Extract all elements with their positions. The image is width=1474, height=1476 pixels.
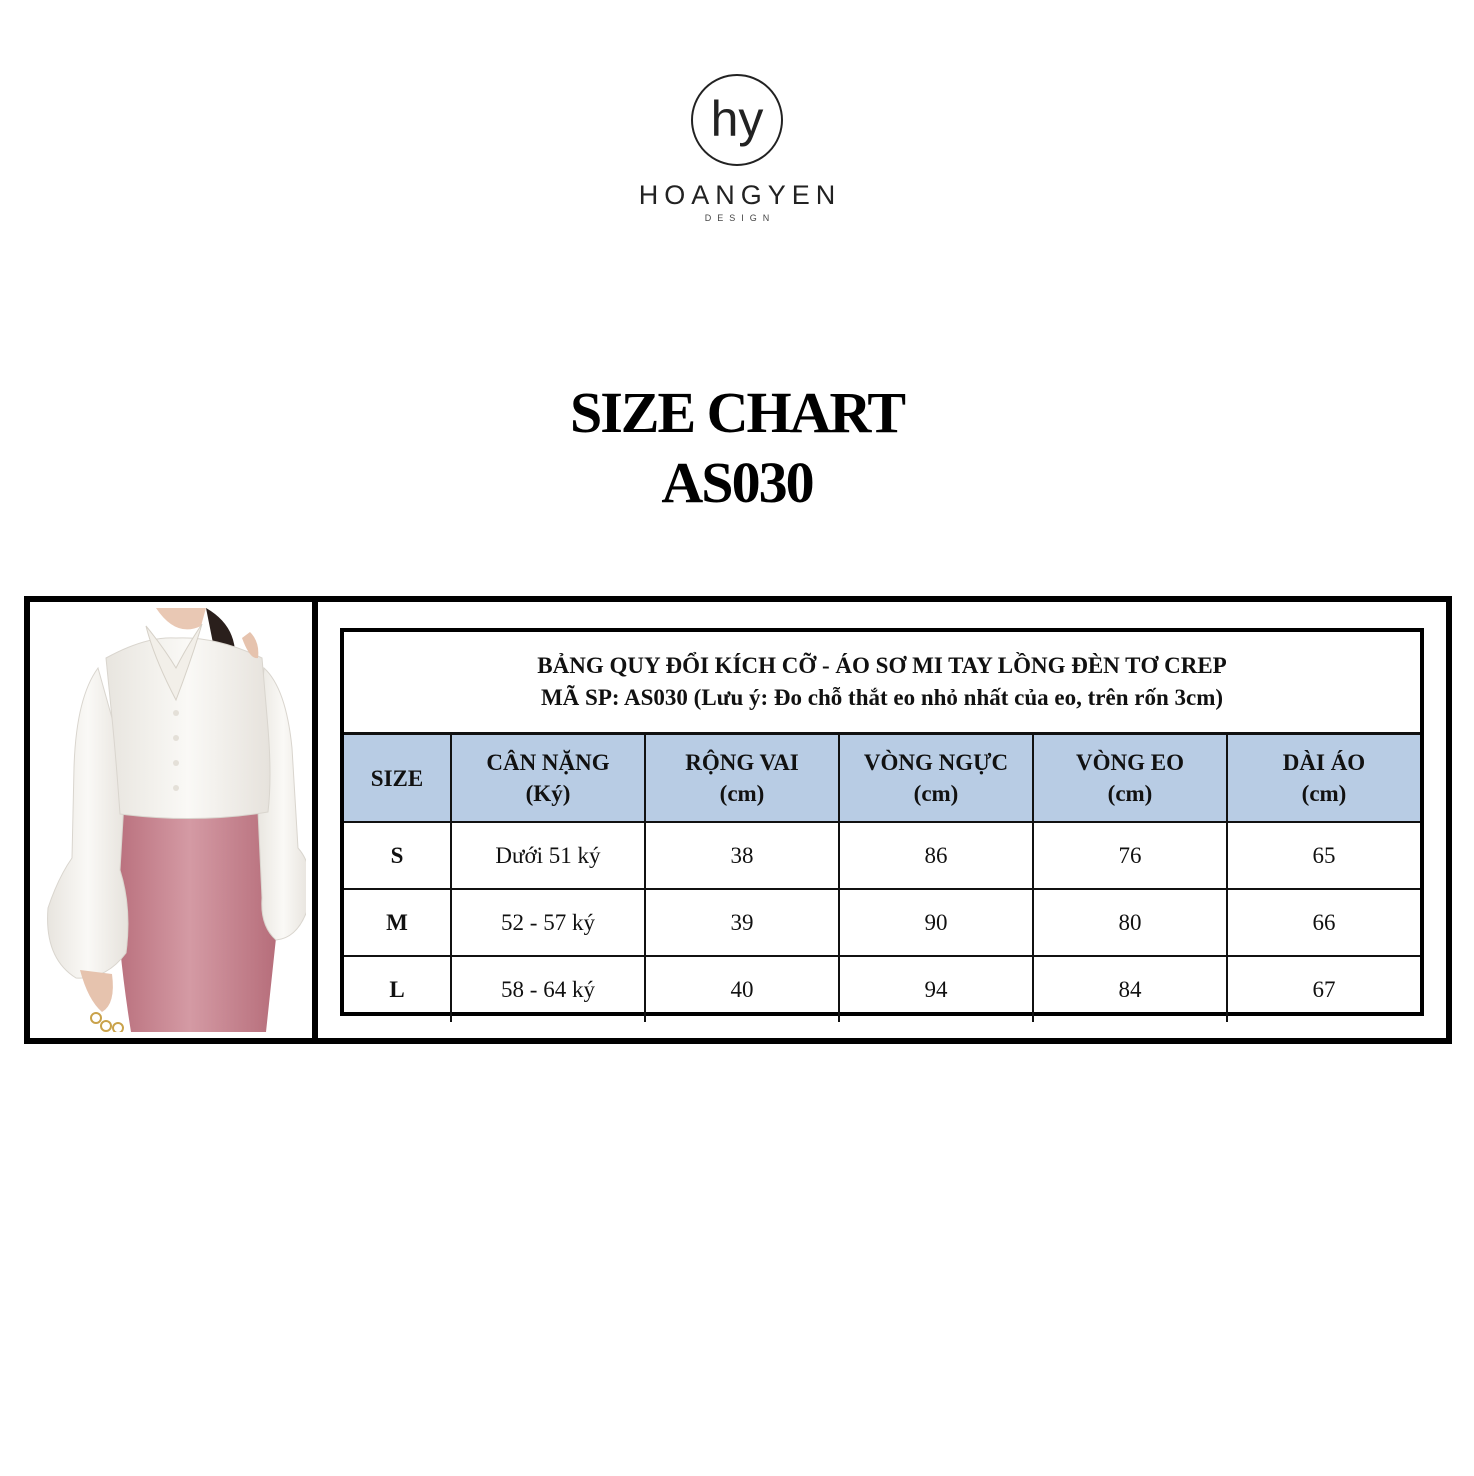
table-row bbox=[344, 822, 1420, 889]
brand-logo bbox=[0, 72, 1474, 223]
product-photo bbox=[36, 608, 306, 1032]
size-cell: L bbox=[344, 956, 451, 1022]
waist-cell: 80 bbox=[1033, 889, 1227, 956]
weight-cell: 58 - 64 ký bbox=[451, 956, 645, 1022]
shoulder-cell: 39 bbox=[645, 889, 839, 956]
bust-cell: 94 bbox=[839, 956, 1033, 1022]
table-heading-line-2: MÃ SP: AS030 (Lưu ý: Đo chỗ thắt eo nhỏ nhất của eo, trên rốn 3cm) bbox=[540, 685, 1224, 710]
shoulder-cell: 40 bbox=[645, 956, 839, 1022]
brand-sub: DESIGN bbox=[704, 213, 776, 223]
waist-cell: 84 bbox=[1033, 956, 1227, 1022]
length-cell: 66 bbox=[1227, 889, 1420, 956]
weight-cell: Dưới 51 ký bbox=[451, 822, 645, 889]
col-header-weight: CÂN NẶNG (Ký) bbox=[451, 734, 645, 823]
table-heading bbox=[344, 632, 1420, 732]
title-line-2: AS030 bbox=[661, 450, 813, 515]
col-header-waist: VÒNG EO (cm) bbox=[1033, 734, 1227, 823]
bust-cell: 86 bbox=[839, 822, 1033, 889]
monogram-text: hy bbox=[710, 91, 764, 147]
col-header-shoulder: RỘNG VAI (cm) bbox=[645, 734, 839, 823]
waist-cell: 76 bbox=[1033, 822, 1227, 889]
length-cell: 65 bbox=[1227, 822, 1420, 889]
bust-cell: 90 bbox=[839, 889, 1033, 956]
model-illustration bbox=[36, 608, 306, 1032]
table-header-row bbox=[344, 734, 1420, 823]
title-line-1: SIZE CHART bbox=[569, 380, 905, 445]
weight-cell: 52 - 57 ký bbox=[451, 889, 645, 956]
size-chart-frame bbox=[24, 596, 1452, 1044]
size-cell: M bbox=[344, 889, 451, 956]
col-header-bust: VÒNG NGỰC (cm) bbox=[839, 734, 1033, 823]
monogram-icon bbox=[689, 72, 785, 168]
table-row bbox=[344, 889, 1420, 956]
col-header-size: SIZE bbox=[344, 734, 451, 823]
col-header-length: DÀI ÁO (cm) bbox=[1227, 734, 1420, 823]
size-table bbox=[344, 732, 1420, 1022]
length-cell: 67 bbox=[1227, 956, 1420, 1022]
size-cell: S bbox=[344, 822, 451, 889]
table-row bbox=[344, 956, 1420, 1022]
page-title bbox=[0, 378, 1474, 518]
size-table-container bbox=[340, 628, 1424, 1016]
shoulder-cell: 38 bbox=[645, 822, 839, 889]
table-heading-line-1: BẢNG QUY ĐỔI KÍCH CỠ - ÁO SƠ MI TAY LỒNG ĐÈN TƠ CREP bbox=[537, 653, 1227, 678]
brand-name: HOANGYEN bbox=[638, 180, 842, 210]
frame-divider bbox=[312, 602, 318, 1038]
